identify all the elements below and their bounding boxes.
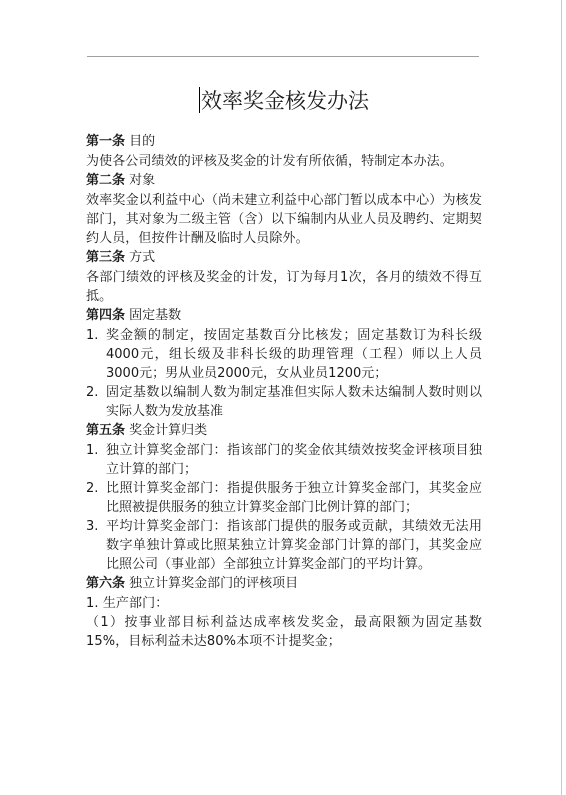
article-6-title: 独立计算奖金部门的评核项目 — [129, 576, 299, 591]
article-1-title: 目的 — [129, 134, 156, 149]
article-3-heading — [86, 248, 482, 268]
article-1-heading — [86, 132, 482, 152]
list-item-text: 固定基数以编制人数为制定基准但实际人数未达编制人数时则以实际人数为发放基准 — [106, 385, 482, 419]
list-marker: 1. — [86, 443, 99, 458]
article-5-item-1 — [86, 441, 482, 479]
list-item-text: 比照计算奖金部门：指提供服务于独立计算奖金部门，其奖金应比照被提供服务的独立计算奖金部门比例计算的部门； — [106, 481, 482, 515]
article-2-title: 对象 — [129, 173, 156, 188]
list-item-text: 独立计算奖金部门：指该部门的奖金依其绩效按奖金评核项目独立计算的部门； — [106, 443, 482, 477]
header-rule — [87, 56, 479, 57]
document-body[interactable] — [86, 84, 482, 651]
article-2-heading — [86, 171, 482, 191]
list-marker: 2. — [86, 385, 99, 400]
article-1-text: 为使各公司绩效的评核及奖金的计发有所依循，特制定本办法。 — [86, 154, 453, 169]
article-6-line-1: 1. 生产部门： — [86, 596, 169, 611]
list-marker: 1. — [86, 328, 99, 343]
list-marker: 3. — [86, 519, 99, 534]
article-2-number: 第二条 — [86, 173, 126, 188]
article-5-title: 奖金计算归类 — [129, 423, 208, 438]
page-edge — [561, 0, 562, 795]
article-5-number: 第五条 — [86, 423, 126, 438]
article-3-number: 第三条 — [86, 250, 126, 265]
article-4-title: 固定基数 — [129, 308, 182, 323]
article-3-title: 方式 — [129, 250, 156, 265]
article-5-heading — [86, 421, 482, 441]
article-5-item-3 — [86, 517, 482, 574]
article-6-heading — [86, 574, 482, 594]
article-5-item-2 — [86, 479, 482, 517]
article-4-item-2 — [86, 383, 482, 421]
article-3-text: 各部门绩效的评核及奖金的计发，订为每月1次，各月的绩效不得互抵。 — [86, 270, 482, 304]
list-item-text: 奖金额的制定，按固定基数百分比核发；固定基数订为科长级4000元，组长级及非科长级的助理管理（工程）师以上人员3000元；男从业员2000元，女从业员1200元； — [106, 328, 482, 381]
article-4-number: 第四条 — [86, 308, 126, 323]
document-title[interactable] — [86, 84, 482, 118]
article-2-text: 效率奖金以利益中心（尚未建立利益中心部门暂以成本中心）为核发部门，其对象为二级主管（含）以下编制内从业人员及聘约、定期契约人员，但按件计酬及临时人员除外。 — [86, 193, 482, 246]
article-4-item-1 — [86, 326, 482, 383]
list-marker: 2. — [86, 481, 99, 496]
article-1-number: 第一条 — [86, 134, 126, 149]
document-title-text: 效率奖金核发办法 — [201, 89, 369, 113]
list-item-text: 平均计算奖金部门：指该部门提供的服务或贡献，其绩效无法用数字单独计算或比照某独立计算奖金部门计算的部门，其奖金应比照公司（事业部）全部独立计算奖金部门的平均计算。 — [106, 519, 482, 572]
article-6-number: 第六条 — [86, 576, 126, 591]
article-4-heading — [86, 306, 482, 326]
article-6-line-2: （1）按事业部目标利益达成率核发奖金，最高限额为固定基数15%，目标利益未达80%本项不计提奖金； — [86, 615, 482, 649]
text-cursor — [199, 87, 200, 113]
